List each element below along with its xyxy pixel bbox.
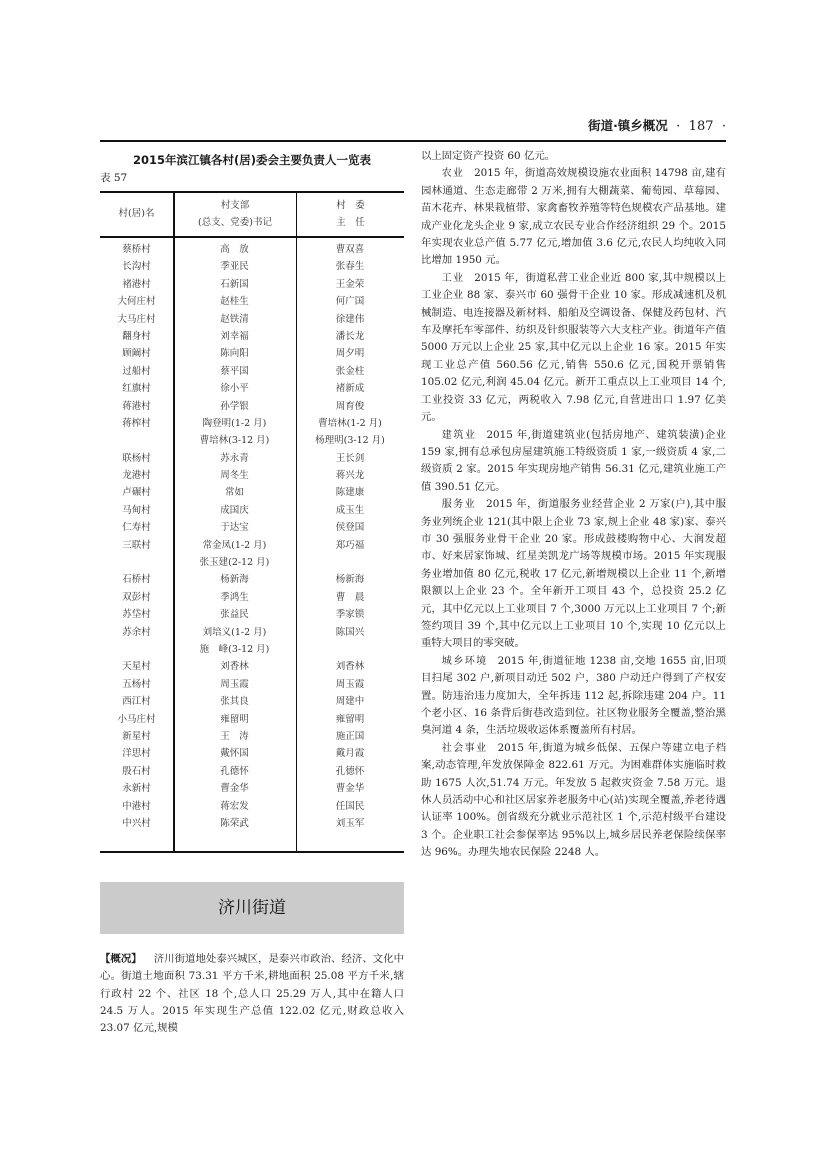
secretary-cell: 曹培林(3-12 月) <box>199 435 270 447</box>
director-cell: 雍留明 <box>335 713 365 725</box>
header-rule <box>100 140 726 142</box>
secretary-cell: 周玉霞 <box>220 678 249 690</box>
table-row <box>100 432 404 449</box>
overview-text: 济川街道地处泰兴城区，是泰兴市政治、经济、文化中心。街道土地面积 73.31 平方千米,耕地面积 25.08 平方千米,辖行政村 22 个、社区 18 个,总人口 25.29 万人,其中在籍人口 24.5 万人。2015 年实现生产总值 122.02 亿元,财政总收入 23.07 亿元,规模 <box>100 953 405 1035</box>
continuation-text: 以上固定资产投资 60 亿元。 <box>421 150 556 162</box>
secretary-cell: 陈向阳 <box>220 348 249 360</box>
secretary-cell: 徐小平 <box>220 383 249 395</box>
village-name-cell: 蒋榨村 <box>122 417 151 429</box>
table-row <box>100 763 404 780</box>
table-row <box>100 293 404 310</box>
village-name-cell: 大何庄村 <box>117 296 156 308</box>
secretary-cell: 周冬生 <box>220 470 249 482</box>
table-row <box>100 798 404 815</box>
village-name-cell: 小马庄村 <box>117 713 156 725</box>
director-cell: 任国民 <box>335 800 365 812</box>
director-cell: 陈建康 <box>335 487 365 499</box>
director-cell: 戴月霞 <box>335 748 365 760</box>
overview-label: 【概况】 <box>100 953 142 965</box>
village-name-cell: 五杨村 <box>122 678 151 690</box>
section-text: 2015 年,街道征地 1238 亩,交地 1655 亩,旧项目扫尾 302 户,新项目动迁 502 户，380 户动迁户得到了产权安置。防违治违力度加大，全年拆违 112 起,拆除违建 204 户。11 个老小区、16 条背后街巷改造到位。社区物业服务全覆盖,整治黑臭河道 4 条，生活垃圾收运体系覆盖所有村居。 <box>421 654 726 737</box>
table-row <box>100 276 404 293</box>
section-keyword: 工业 <box>441 272 465 284</box>
director-cell: 孔德怀 <box>335 765 365 777</box>
village-name-cell: 中兴村 <box>122 817 151 829</box>
secretary-cell: 张玉建(2-12 月) <box>199 557 270 569</box>
director-cell: 王金荣 <box>335 278 365 290</box>
section-text: 2015 年，街道服务业经营企业 2 万家(户),其中服务业列统企业 121(其中限上企业 73 家,规上企业 48 家)家、泰兴市 30 强服务业骨干企业 20 家。形成鼓楼购物中心、大润发超市、好来居家饰城、红星美凯龙广场等规模市场。2015 年实现服务业增加值 80 亿元,税收 17 亿元,新增规模以上企业 11 个,新增限额以上企业 23 个。全年新开工项目 43 个，总投资 25.2 亿元，其中亿元以上工业项目 7 个,3000 万元以上工业项目 7 个;新签约项目 39 个,其中亿元以上工业项目 10 个,实现 10 亿元以上重特大项目的零突破。 <box>421 498 727 650</box>
secretary-cell: 孔德怀 <box>220 765 249 777</box>
village-name-cell: 红旗村 <box>122 383 151 395</box>
director-cell: 褚新成 <box>335 383 365 395</box>
table-row <box>100 484 404 501</box>
table-row <box>100 554 404 571</box>
table-body <box>100 241 404 832</box>
director-cell: 周夕明 <box>335 348 365 360</box>
secretary-cell: 于达宝 <box>220 522 249 534</box>
director-cell: 刘香林 <box>335 661 365 673</box>
village-name-cell: 长沟村 <box>122 261 151 273</box>
table-row <box>100 363 404 380</box>
table-row <box>100 606 404 623</box>
page-dot-before: · <box>676 119 681 134</box>
secretary-cell: 陶登明(1-2 月) <box>202 417 267 429</box>
table-row <box>100 676 404 693</box>
secretary-cell: 成国庆 <box>220 504 249 516</box>
secretary-cell: 石新国 <box>220 278 249 290</box>
table-row <box>100 815 404 832</box>
secretary-cell: 王 涛 <box>220 730 249 742</box>
section-keyword: 社会事业 <box>441 742 488 754</box>
secretary-cell: 陈荣武 <box>220 817 249 829</box>
village-name-cell: 苏余村 <box>122 626 151 638</box>
secretary-cell: 戴怀国 <box>220 748 249 760</box>
table-row <box>100 345 404 362</box>
village-name-cell: 石桥村 <box>122 574 151 586</box>
table-row <box>100 745 404 762</box>
running-head-section: 街道·镇乡概况 <box>588 118 668 133</box>
table-row <box>100 537 404 554</box>
table-title: 2015年滨江镇各村(居)委会主要负责人一览表 <box>132 153 372 167</box>
table-row <box>100 519 404 536</box>
section-text: 2015 年,街道为城乡低保、五保户等建立电子档案,动态管理,年发放保障金 822.61 万元。为困难群体实施临时救助 1675 人次,51.74 万元。年发放 5 起救灾资金 7.58 万元。退休人员活动中心和社区居家养老服务中心(站)实现全覆盖,养老待遇认证率 100%。创省级充分就业示范社区 1 个,示范村级平台建设 3 个。企业职工社会参保率达 95%以上,城乡居民养老保险续保率达 96%。办理失地农民保险 2248 人。 <box>421 741 726 859</box>
table-row <box>100 328 404 345</box>
table-header-rule <box>100 236 404 238</box>
director-cell: 施正国 <box>335 730 365 742</box>
village-name-cell: 翻身村 <box>122 330 151 342</box>
section-text: 2015 年,街道建筑业(包括房地产、建筑装潢)企业 159 家,拥有总承包房屋建筑施工特级资质 1 家,一级资质 4 家,二级资质 2 家。2015 年实现房地产销售 56.31 亿元,建筑业施工产值 390.51 亿元。 <box>421 428 727 493</box>
village-name-cell: 顾阚村 <box>122 348 151 360</box>
village-name-cell: 三联村 <box>122 539 151 551</box>
village-name-cell: 双彭村 <box>122 591 151 603</box>
right-column <box>421 148 726 862</box>
table-row <box>100 398 404 415</box>
table-row <box>100 728 404 745</box>
table-row <box>100 624 404 641</box>
secretary-cell: 曹金华 <box>220 783 249 795</box>
section-keyword: 建筑业 <box>441 429 477 441</box>
table-row <box>100 415 404 432</box>
director-cell: 周育俊 <box>335 400 365 412</box>
secretary-cell: 杨新海 <box>220 574 249 586</box>
secretary-cell: 蒋宏发 <box>220 800 249 812</box>
secretary-cell: 蔡平国 <box>220 365 249 377</box>
village-name-cell: 永新村 <box>122 783 151 795</box>
director-cell: 郑巧福 <box>335 539 365 551</box>
village-name-cell: 褚港村 <box>122 278 151 290</box>
director-cell: 曹培林(1-2 月) <box>318 417 382 429</box>
table-row <box>100 311 404 328</box>
header-director-line2: 主 任 <box>336 217 365 228</box>
page-dot-after: · <box>721 119 726 134</box>
section-paragraph <box>421 496 726 653</box>
director-cell: 蒋兴龙 <box>335 470 365 482</box>
section-keyword: 农业 <box>441 168 465 180</box>
director-cell: 杨新海 <box>335 574 365 586</box>
section-paragraph <box>421 653 726 740</box>
director-cell: 曹双喜 <box>335 244 365 255</box>
table-row <box>100 380 404 397</box>
village-name-cell: 殷石村 <box>122 765 151 777</box>
table-row <box>100 258 404 275</box>
director-cell: 刘玉军 <box>335 817 365 829</box>
secretary-cell: 赵铁清 <box>220 313 249 325</box>
director-cell: 成玉生 <box>335 504 365 516</box>
village-name-cell: 天星村 <box>122 661 151 673</box>
section-text: 2015 年，街道高效规模设施农业面积 14798 亩,建有园林通道、生态走廊带 2 万米,拥有大棚蔬菜、葡萄园、草莓园、苗木花卉、林果栽植带、家禽畜牧养殖等特色规模农产品基地。建成产业化龙头企业 9 家,成立农民专业合作经济组织 29 个。2015 年实现农业总产值 5.77 亿元,增加值 3.6 亿元,农民人均纯收入同比增加 1950 元。 <box>421 167 726 267</box>
village-name-cell: 中港村 <box>122 800 151 812</box>
village-name-cell: 过船村 <box>122 365 151 377</box>
header-secretary-line1: 村支部 <box>220 200 250 211</box>
table-row <box>100 658 404 675</box>
village-name-cell: 蔡桥村 <box>122 244 151 255</box>
secretary-cell: 刘香林 <box>220 661 249 673</box>
director-cell: 王长剑 <box>335 452 365 464</box>
table-row <box>100 641 404 658</box>
table-row <box>100 241 404 258</box>
secretary-cell: 常金凤(1-2 月) <box>202 539 267 551</box>
village-name-cell: 蒋港村 <box>122 400 151 412</box>
secretary-cell: 张其良 <box>220 696 249 708</box>
director-cell: 张金柱 <box>335 365 365 377</box>
village-name-cell: 新星村 <box>122 730 151 742</box>
secretary-cell: 刘幸福 <box>220 330 249 342</box>
table-number: 表 57 <box>100 172 128 184</box>
secretary-cell: 孙学银 <box>220 400 249 412</box>
section-paragraph <box>421 740 726 862</box>
secretary-cell: 雍留明 <box>220 713 249 725</box>
village-name-cell: 洋思村 <box>122 748 151 760</box>
secretary-cell: 苏永青 <box>220 452 249 464</box>
table-row <box>100 450 404 467</box>
secretary-cell: 施 峰(3-12 月) <box>199 643 270 655</box>
village-name-cell: 大马庄村 <box>117 313 156 325</box>
village-name-cell: 龙港村 <box>122 470 151 482</box>
overview-paragraph <box>100 951 404 1037</box>
secretary-cell: 赵桂生 <box>220 296 249 308</box>
section-paragraph <box>421 270 726 427</box>
secretary-cell: 季亚民 <box>220 261 249 273</box>
secretary-cell: 季鸿生 <box>220 591 249 603</box>
table-row <box>100 711 404 728</box>
director-cell: 徐建伟 <box>335 313 365 325</box>
director-cell: 杨理明(3-12 月) <box>315 435 385 447</box>
village-name-cell: 西江村 <box>122 696 151 708</box>
table-row <box>100 571 404 588</box>
village-name-cell: 卢碾村 <box>122 487 151 499</box>
table-row <box>100 780 404 797</box>
table-row <box>100 693 404 710</box>
section-paragraph <box>421 165 726 269</box>
table-row <box>100 502 404 519</box>
director-cell: 潘长龙 <box>335 330 365 342</box>
village-name-cell: 马甸村 <box>122 504 151 516</box>
section-keyword: 城乡环境 <box>441 655 488 667</box>
village-name-cell: 联杨村 <box>122 452 151 464</box>
section-paragraph <box>421 427 726 497</box>
secretary-cell: 张益民 <box>220 609 249 621</box>
director-cell: 季家锁 <box>335 609 365 621</box>
table-top-rule <box>100 191 404 193</box>
director-cell: 曹金华 <box>335 783 365 795</box>
director-cell: 张春生 <box>335 261 365 273</box>
header-director-line1: 村 委 <box>336 200 365 211</box>
director-cell: 曹 晨 <box>335 591 365 603</box>
table-row <box>100 467 404 484</box>
director-cell: 何广国 <box>335 296 365 308</box>
table-row <box>100 589 404 606</box>
director-cell: 周建中 <box>335 696 365 708</box>
running-head <box>560 116 726 136</box>
village-name-cell: 苏垈村 <box>122 609 151 621</box>
section-keyword: 服务业 <box>441 499 477 511</box>
header-secretary-line2: (总支、党委)书记 <box>198 217 272 228</box>
table-bottom-rule <box>100 851 404 853</box>
director-cell: 侯登国 <box>335 522 365 534</box>
secretary-cell: 高 放 <box>220 244 249 255</box>
director-cell: 周玉霞 <box>335 678 365 690</box>
secretary-cell: 刘培义(1-2 月) <box>202 626 267 638</box>
page-number: 187 <box>688 119 714 134</box>
director-cell: 陈国兴 <box>335 626 365 638</box>
header-village-name: 村(居)名 <box>118 208 155 219</box>
section-text: 2015 年，街道私营工业企业近 800 家,其中规模以上工业企业 88 家、泰兴市 60 强骨干企业 10 家。形成减速机及机械制造、电连接器及新材料、船舶及空调设备、保健及药包材、汽车及摩托车零部件、纺织及针织服装等六大支柱产业。街道年产值 5000 万元以上企业 25 家,其中亿元以上企业 16 家。2015 年实现工业总产值 560.56 亿元,销售 550.6 亿元,国税开票销售 105.02 亿元,利润 45.04 亿元。新开工重点以上工业项目 14 个,工业投资 33 亿元，两税收入 7.98 亿元,自营进出口 1.97 亿美元。 <box>421 271 726 424</box>
village-name-cell: 仁寿村 <box>122 522 151 534</box>
section-banner: 济川街道 <box>100 882 404 934</box>
secretary-cell: 常如 <box>224 487 244 499</box>
